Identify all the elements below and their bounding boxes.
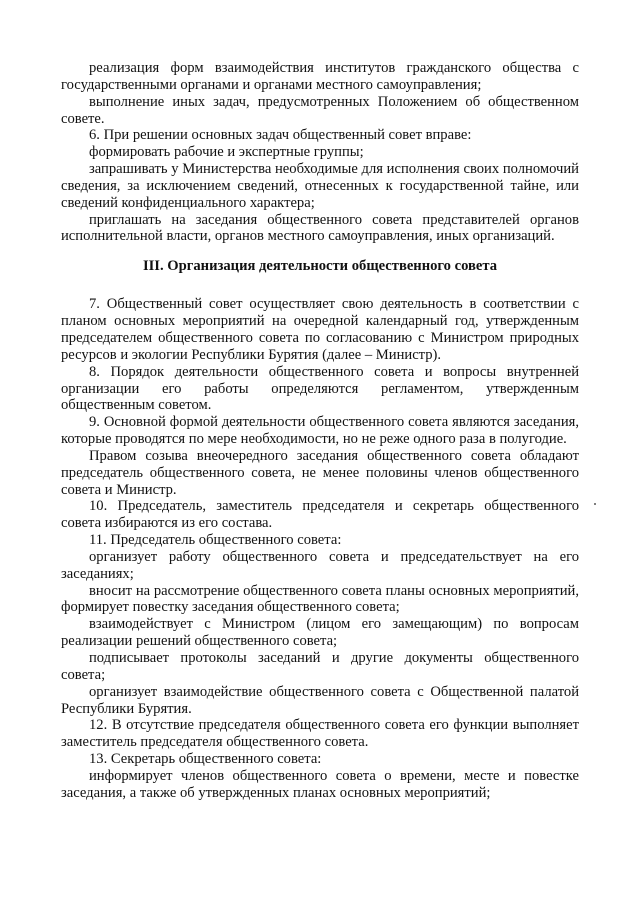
paragraph: 9. Основной формой деятельности общественного совета являются заседания, которые проводятся по мере необходимости, но не реже одного раза в полугодие. (61, 414, 579, 448)
paragraph: Правом созыва внеочередного заседания общественного совета обладают председатель общественного совета, не менее половины членов общественного совета и Министр. (61, 447, 579, 498)
section-heading: III. Организация деятельности общественного совета (142, 258, 498, 275)
paragraph: выполнение иных задач, предусмотренных Положением об общественном совете. (61, 93, 579, 127)
document-page (61, 60, 579, 802)
paragraph: вносит на рассмотрение общественного совета планы основных мероприятий, формирует повестку заседания общественного совета; (61, 582, 579, 616)
paragraph: 8. Порядок деятельности общественного совета и вопросы внутренней организации его работы определяются регламентом, утвержденным общественным советом. (61, 363, 579, 414)
scan-artifact (594, 503, 596, 505)
paragraph: 13. Секретарь общественного совета: (89, 751, 322, 768)
paragraph: взаимодействует с Министром (лицом его замещающим) по вопросам реализации решений общественного совета; (61, 616, 579, 650)
paragraph: 6. При решении основных задач общественный совет вправе: (89, 127, 472, 144)
paragraph: 7. Общественный совет осуществляет свою деятельность в соответствии с планом основных мероприятий на очередной календарный год, утвержденным председателем общественного совета по согласованию с Министром природных ресурсов и экологии Республики Бурятия (далее – Министр). (61, 296, 579, 363)
paragraph: реализация форм взаимодействия институтов гражданского общества с государственными органами и органами местного самоуправления; (61, 60, 579, 93)
paragraph: организует взаимодействие общественного совета с Общественной палатой Республики Бурятия. (61, 683, 579, 717)
paragraph: 12. В отсутствие председателя общественного совета его функции выполняет заместитель председателя общественного совета. (61, 717, 579, 751)
paragraph: запрашивать у Министерства необходимые для исполнения своих полномочий сведения, за исключением сведений, отнесенных к государственной тайне, или сведений конфиденциального характера; (61, 161, 579, 211)
paragraph: приглашать на заседания общественного совета представителей органов исполнительной власти, органов местного самоуправления, иных организаций. (61, 211, 579, 245)
paragraph: информирует членов общественного совета о времени, месте и повестке заседания, а также об утвержденных планах основных мероприятий; (61, 767, 579, 801)
paragraph: 11. Председатель общественного совета: (89, 532, 342, 549)
paragraph: 10. Председатель, заместитель председателя и секретарь общественного совета избираются из его состава. (61, 498, 579, 532)
paragraph: формировать рабочие и экспертные группы; (89, 144, 364, 161)
paragraph: подписывает протоколы заседаний и другие документы общественного совета; (61, 650, 579, 683)
paragraph: организует работу общественного совета и председательствует на его заседаниях; (61, 548, 579, 582)
